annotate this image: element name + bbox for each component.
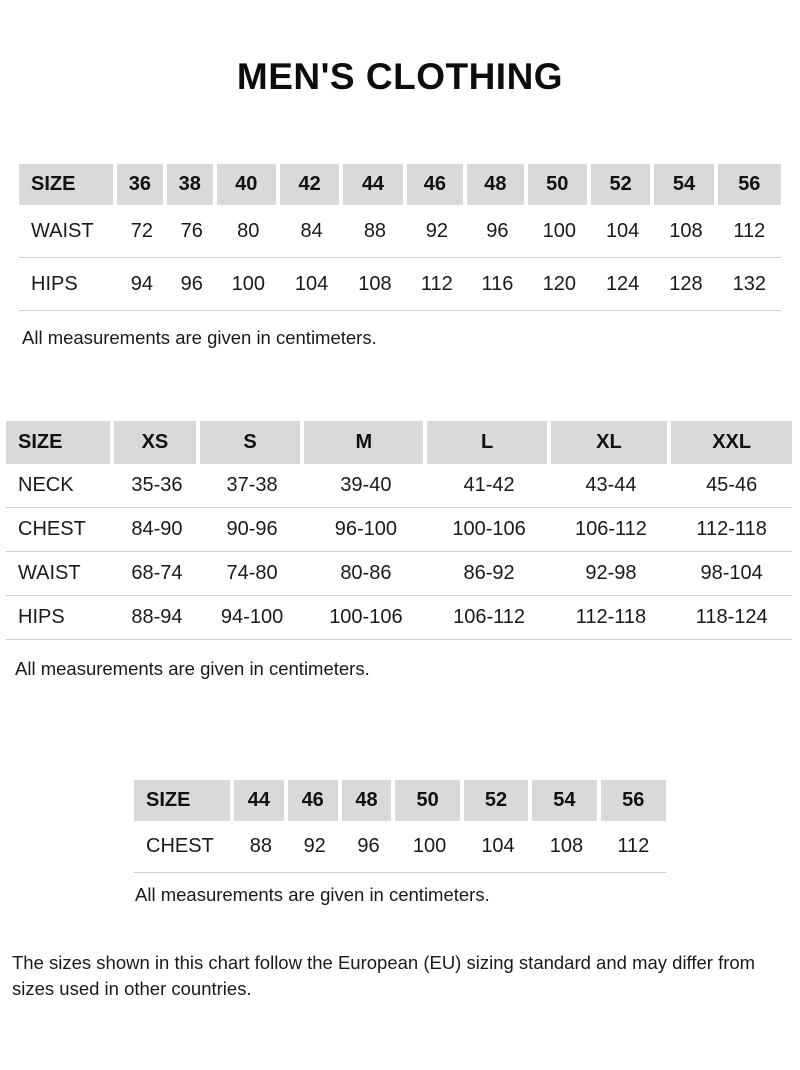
table-row — [19, 258, 781, 311]
table-cell: 104 — [280, 258, 343, 311]
row-label: CHEST — [6, 508, 114, 552]
row-label: NECK — [6, 464, 114, 508]
measurement-note: All measurements are given in centimeters. — [15, 658, 370, 679]
header-cell: 46 — [288, 780, 342, 821]
header-cell: XL — [551, 421, 672, 464]
table-cell: 108 — [654, 205, 717, 258]
table-cell: 92 — [288, 821, 342, 873]
table-cell: 90-96 — [200, 508, 304, 552]
table-cell: 116 — [467, 258, 528, 311]
table-cell: 92-98 — [551, 552, 672, 596]
table-row — [6, 464, 792, 508]
table-cell: 94-100 — [200, 596, 304, 640]
header-cell: S — [200, 421, 304, 464]
header-cell: 52 — [591, 164, 654, 205]
table-header-row — [6, 421, 792, 464]
table-cell: 37-38 — [200, 464, 304, 508]
row-label: HIPS — [19, 258, 117, 311]
table-cell: 96 — [467, 205, 528, 258]
table-cell: 76 — [167, 205, 217, 258]
table-cell: 106-112 — [551, 508, 672, 552]
table-cell: 72 — [117, 205, 167, 258]
header-cell: 40 — [217, 164, 280, 205]
table-cell: 84-90 — [114, 508, 200, 552]
table-cell: 108 — [532, 821, 600, 873]
header-cell: 50 — [395, 780, 463, 821]
measurement-note: All measurements are given in centimeters. — [22, 327, 377, 348]
header-cell: 44 — [234, 780, 288, 821]
page-title: MEN'S CLOTHING — [236, 56, 564, 97]
header-cell: XS — [114, 421, 200, 464]
table-cell: 118-124 — [671, 596, 792, 640]
table-cell: 98-104 — [671, 552, 792, 596]
row-label: CHEST — [134, 821, 234, 873]
table-cell: 41-42 — [427, 464, 550, 508]
table-cell: 68-74 — [114, 552, 200, 596]
header-cell: 48 — [467, 164, 528, 205]
table-cell: 100 — [528, 205, 591, 258]
header-cell: SIZE — [134, 780, 234, 821]
table-row — [6, 552, 792, 596]
table-row — [134, 821, 666, 873]
table-cell: 96 — [167, 258, 217, 311]
header-cell: 38 — [167, 164, 217, 205]
table-row — [6, 508, 792, 552]
table-cell: 84 — [280, 205, 343, 258]
table-row — [6, 596, 792, 640]
table-cell: 80 — [217, 205, 280, 258]
table-cell: 86-92 — [427, 552, 550, 596]
table-cell: 100-106 — [304, 596, 427, 640]
table-cell: 100 — [395, 821, 463, 873]
header-cell: 48 — [342, 780, 396, 821]
row-label: HIPS — [6, 596, 114, 640]
header-cell: 50 — [528, 164, 591, 205]
header-cell: 42 — [280, 164, 343, 205]
header-cell: SIZE — [19, 164, 117, 205]
table-cell: 124 — [591, 258, 654, 311]
table-cell: 104 — [591, 205, 654, 258]
table-cell: 96 — [342, 821, 396, 873]
header-cell: 56 — [718, 164, 781, 205]
table-cell: 43-44 — [551, 464, 672, 508]
row-label: WAIST — [6, 552, 114, 596]
table-cell: 112-118 — [551, 596, 672, 640]
size-table-letter — [6, 421, 792, 640]
table-cell: 132 — [718, 258, 781, 311]
table-cell: 112 — [407, 258, 468, 311]
size-table-numeric — [19, 164, 781, 311]
table-cell: 74-80 — [200, 552, 304, 596]
sizing-disclaimer: The sizes shown in this chart follow the European (EU) sizing standard and may differ from sizes used in other countries. — [12, 952, 756, 999]
header-cell: 52 — [464, 780, 532, 821]
table-cell: 100-106 — [427, 508, 550, 552]
table-cell: 112 — [601, 821, 666, 873]
header-cell: SIZE — [6, 421, 114, 464]
size-table-chest — [134, 780, 666, 873]
measurement-note: All measurements are given in centimeters. — [135, 884, 490, 905]
header-cell: 46 — [407, 164, 468, 205]
header-cell: XXL — [671, 421, 792, 464]
table-cell: 88-94 — [114, 596, 200, 640]
header-cell: 54 — [654, 164, 717, 205]
table-cell: 112 — [718, 205, 781, 258]
header-cell: M — [304, 421, 427, 464]
table-cell: 92 — [407, 205, 468, 258]
table-row — [19, 205, 781, 258]
table-cell: 94 — [117, 258, 167, 311]
table-cell: 108 — [343, 258, 406, 311]
header-cell: 54 — [532, 780, 600, 821]
table-cell: 112-118 — [671, 508, 792, 552]
header-cell: 36 — [117, 164, 167, 205]
table-cell: 39-40 — [304, 464, 427, 508]
table-cell: 106-112 — [427, 596, 550, 640]
table-header-row — [134, 780, 666, 821]
table-cell: 45-46 — [671, 464, 792, 508]
header-cell: L — [427, 421, 550, 464]
table-cell: 96-100 — [304, 508, 427, 552]
header-cell: 44 — [343, 164, 406, 205]
table-cell: 80-86 — [304, 552, 427, 596]
table-cell: 120 — [528, 258, 591, 311]
table-cell: 104 — [464, 821, 532, 873]
header-cell: 56 — [601, 780, 666, 821]
table-cell: 88 — [234, 821, 288, 873]
row-label: WAIST — [19, 205, 117, 258]
table-cell: 88 — [343, 205, 406, 258]
table-cell: 35-36 — [114, 464, 200, 508]
table-header-row — [19, 164, 781, 205]
table-cell: 128 — [654, 258, 717, 311]
table-cell: 100 — [217, 258, 280, 311]
